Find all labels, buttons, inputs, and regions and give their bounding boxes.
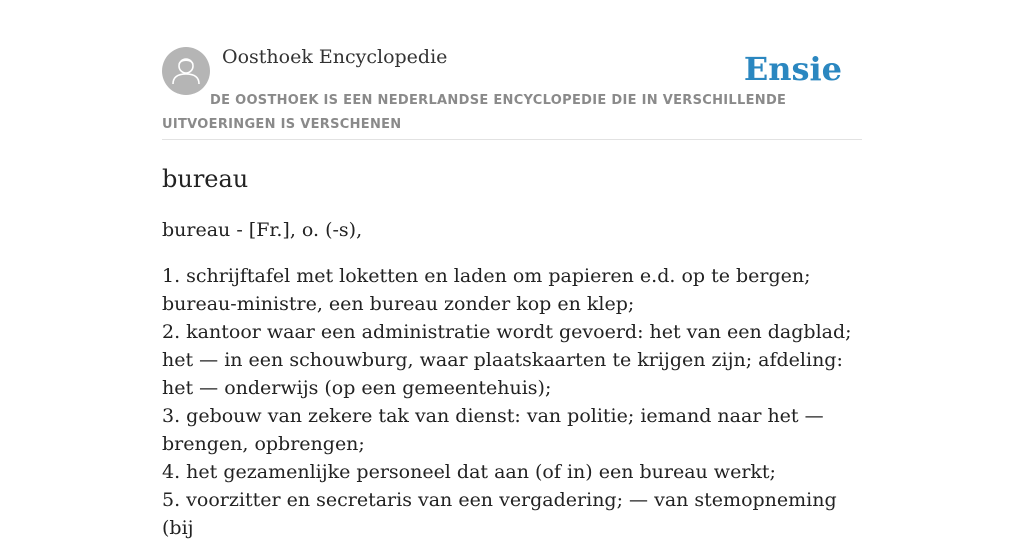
source-title-link[interactable]: Oosthoek Encyclopedie bbox=[222, 46, 448, 68]
page bbox=[162, 0, 862, 542]
entry-title: bureau bbox=[162, 165, 249, 193]
definition-item: 3. gebouw van zekere tak van dienst: van politie; iemand naar het — brengen, opbrengen; bbox=[162, 405, 824, 455]
definition-item: 5. voorzitter en secretaris van een vergadering; — van stemopneming (bij bbox=[162, 489, 837, 539]
source-description: DE OOSTHOEK IS EEN NEDERLANDSE ENCYCLOPEDIE DIE IN VERSCHILLENDE UITVOERINGEN IS VERSCHENEN bbox=[162, 93, 787, 132]
ensie-logo[interactable]: Ensie bbox=[743, 50, 842, 88]
definition-item: 4. het gezamenlijke personeel dat aan (of in) een bureau werkt; bbox=[162, 461, 776, 483]
definition-item: 1. schrijftafel met loketten en laden om papieren e.d. op te bergen; bureau-ministre, een bureau zonder kop en klep; bbox=[162, 265, 811, 315]
user-avatar-icon[interactable] bbox=[162, 47, 210, 95]
definition-item: 2. kantoor waar een administratie wordt gevoerd: het van een dagblad; het — in een schouwburg, waar plaatskaarten te krijgen zijn; afdeling: het — onderwijs (op een gemeentehuis); bbox=[162, 321, 852, 399]
definition-list bbox=[162, 262, 862, 542]
headword-line: bureau - [Fr.], o. (-s), bbox=[162, 219, 363, 241]
source-header bbox=[162, 0, 862, 140]
